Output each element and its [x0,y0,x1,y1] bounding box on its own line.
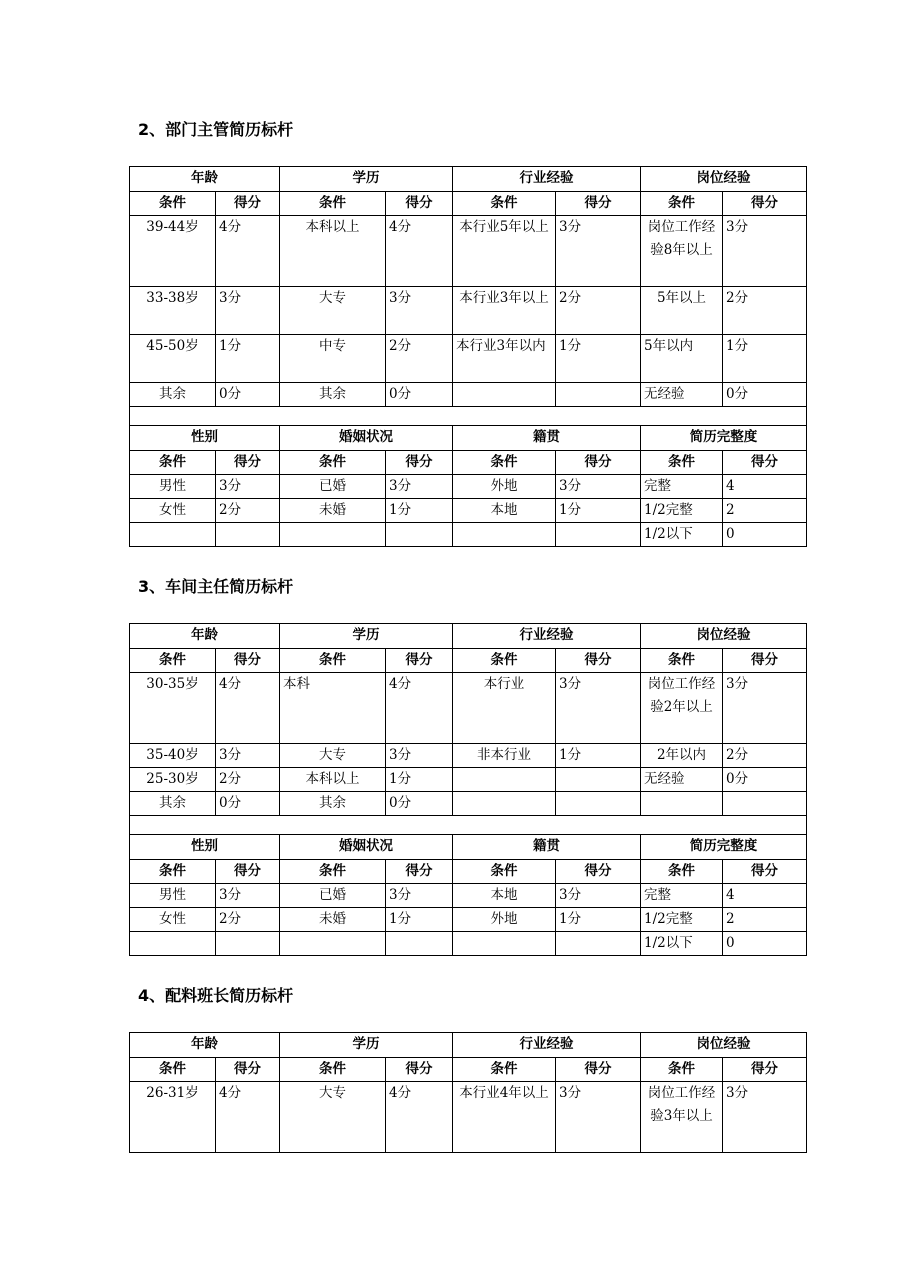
table-cell: 0分 [723,383,807,407]
table-cell: 2分 [216,768,280,792]
table-cell: 其余 [130,383,216,407]
table-cell: 3分 [556,673,641,744]
table-row [130,383,807,407]
table-cell: 1分 [386,908,453,932]
table-cell: 39-44岁 [130,216,216,287]
section-heading: 4、配料班长简历标杆 [138,986,294,1005]
column-header: 得分 [386,192,453,216]
table-cell: 完整 [641,475,723,499]
table-cell: 3分 [386,475,453,499]
column-header: 条件 [280,860,386,884]
table-cell: 3分 [556,884,641,908]
column-header: 得分 [216,192,280,216]
column-header: 得分 [723,451,807,475]
table-cell: 0 [723,523,807,547]
table-cell: 3分 [386,884,453,908]
group-header: 年龄 [130,624,280,649]
table-cell: 4 [723,475,807,499]
table-cell: 2 [723,499,807,523]
table-cell: 3分 [556,1082,641,1153]
table-cell [556,792,641,816]
table-cell: 4分 [216,1082,280,1153]
table-cell: 无经验 [641,383,723,407]
table-row [130,792,807,816]
column-header: 条件 [280,1058,386,1082]
table-cell: 2分 [386,335,453,383]
column-header: 得分 [556,860,641,884]
table-separator [130,407,807,426]
table-cell [386,932,453,956]
group-header: 行业经验 [453,1033,641,1058]
table-cell: 女性 [130,908,216,932]
table-row [130,335,807,383]
table-row [130,768,807,792]
table-cell: 1/2以下 [641,932,723,956]
column-header: 条件 [130,451,216,475]
table-cell: 女性 [130,499,216,523]
column-header: 条件 [453,451,556,475]
table-cell [453,523,556,547]
column-header: 条件 [453,1058,556,1082]
table-cell: 其余 [280,383,386,407]
table-cell: 岗位工作经验2年以上 [641,673,723,744]
table-cell: 大专 [280,744,386,768]
group-header: 籍贯 [453,835,641,860]
column-header: 条件 [280,649,386,673]
table-cell: 外地 [453,475,556,499]
column-header: 得分 [386,451,453,475]
table-cell: 岗位工作经验8年以上 [641,216,723,287]
table-cell: 1分 [556,499,641,523]
table-cell: 本行业3年以内 [453,335,556,383]
table-cell: 2分 [556,287,641,335]
table-cell: 1分 [386,499,453,523]
group-header: 简历完整度 [641,426,807,451]
table-cell: 4分 [386,673,453,744]
group-header: 岗位经验 [641,624,807,649]
column-header: 条件 [641,192,723,216]
table-cell: 男性 [130,475,216,499]
table-cell: 未婚 [280,908,386,932]
table-cell: 无经验 [641,768,723,792]
table-cell: 3分 [723,673,807,744]
table-separator [130,816,807,835]
column-header: 得分 [556,451,641,475]
table-cell: 4分 [386,216,453,287]
column-header: 条件 [453,192,556,216]
column-header: 条件 [453,860,556,884]
column-header: 条件 [641,860,723,884]
table-cell: 3分 [723,216,807,287]
table-cell: 3分 [556,475,641,499]
table-cell: 4分 [386,1082,453,1153]
column-header: 得分 [556,1058,641,1082]
group-header: 性别 [130,426,280,451]
table-cell [641,792,723,816]
table-cell: 未婚 [280,499,386,523]
column-header: 得分 [216,649,280,673]
table-cell: 3分 [386,744,453,768]
table-cell: 本科以上 [280,216,386,287]
column-header: 得分 [216,451,280,475]
table-cell [556,932,641,956]
table-cell [556,523,641,547]
table-row [130,1082,807,1153]
table-cell: 2分 [216,908,280,932]
column-header: 得分 [723,192,807,216]
table-cell: 本科 [280,673,386,744]
table-cell: 外地 [453,908,556,932]
table-row [130,523,807,547]
group-header: 性别 [130,835,280,860]
table-row [130,475,807,499]
table-cell: 4分 [216,216,280,287]
table-cell: 其余 [130,792,216,816]
table-cell: 2分 [723,287,807,335]
table-cell [386,523,453,547]
column-header: 得分 [556,192,641,216]
table-cell: 完整 [641,884,723,908]
table-cell: 中专 [280,335,386,383]
table-cell: 岗位工作经验3年以上 [641,1082,723,1153]
table-cell: 本行业 [453,673,556,744]
table-cell: 45-50岁 [130,335,216,383]
table-cell: 3分 [723,1082,807,1153]
table-cell [723,792,807,816]
table-cell: 1分 [556,335,641,383]
section-heading: 2、部门主管简历标杆 [138,120,294,139]
table-cell: 1分 [386,768,453,792]
table-cell: 26-31岁 [130,1082,216,1153]
table-cell: 33-38岁 [130,287,216,335]
table-cell: 3分 [386,287,453,335]
column-header: 条件 [130,192,216,216]
table-cell: 本地 [453,499,556,523]
group-header: 学历 [280,1033,453,1058]
table-cell: 35-40岁 [130,744,216,768]
column-header: 得分 [723,1058,807,1082]
table-cell: 1分 [556,908,641,932]
table-cell: 3分 [556,216,641,287]
table-cell: 3分 [216,287,280,335]
table-row [130,908,807,932]
table-row [130,287,807,335]
table-cell: 0分 [386,792,453,816]
column-header: 条件 [130,649,216,673]
table-cell [556,383,641,407]
group-header: 籍贯 [453,426,641,451]
column-header: 得分 [216,1058,280,1082]
table-cell: 1/2以下 [641,523,723,547]
table-cell: 男性 [130,884,216,908]
resume-benchmark-table [129,1032,807,1153]
column-header: 得分 [556,649,641,673]
table-cell: 5年以内 [641,335,723,383]
column-header: 条件 [641,1058,723,1082]
group-header: 学历 [280,167,453,192]
table-cell: 大专 [280,287,386,335]
column-header: 得分 [386,1058,453,1082]
table-cell: 本行业5年以上 [453,216,556,287]
table-cell [280,932,386,956]
table-cell [280,523,386,547]
column-header: 得分 [386,649,453,673]
table-cell: 4 [723,884,807,908]
table-cell: 1/2完整 [641,499,723,523]
table-cell: 2年以内 [641,744,723,768]
table-cell [453,383,556,407]
column-header: 条件 [130,1058,216,1082]
column-header: 条件 [641,451,723,475]
table-cell [453,932,556,956]
column-header: 条件 [280,192,386,216]
group-header: 学历 [280,624,453,649]
column-header: 得分 [723,860,807,884]
table-cell: 0分 [216,792,280,816]
table-cell: 0 [723,932,807,956]
table-cell [556,768,641,792]
group-header: 行业经验 [453,167,641,192]
table-cell: 1/2完整 [641,908,723,932]
table-cell: 25-30岁 [130,768,216,792]
table-row [130,216,807,287]
table-cell: 0分 [723,768,807,792]
table-cell: 2分 [723,744,807,768]
column-header: 条件 [130,860,216,884]
table-row [130,884,807,908]
table-cell: 本地 [453,884,556,908]
column-header: 条件 [280,451,386,475]
group-header: 简历完整度 [641,835,807,860]
table-cell: 1分 [556,744,641,768]
table-cell: 0分 [386,383,453,407]
table-cell: 5年以上 [641,287,723,335]
group-header: 岗位经验 [641,167,807,192]
group-header: 年龄 [130,167,280,192]
table-row [130,673,807,744]
table-cell [130,523,216,547]
table-cell: 3分 [216,884,280,908]
group-header: 年龄 [130,1033,280,1058]
table-cell: 2分 [216,499,280,523]
table-cell: 非本行业 [453,744,556,768]
table-cell [216,523,280,547]
resume-benchmark-table [129,166,807,547]
table-cell: 4分 [216,673,280,744]
table-cell: 1分 [723,335,807,383]
table-cell: 2 [723,908,807,932]
column-header: 得分 [386,860,453,884]
group-header: 婚姻状况 [280,835,453,860]
table-cell: 3分 [216,744,280,768]
table-cell [453,792,556,816]
group-header: 婚姻状况 [280,426,453,451]
table-cell: 30-35岁 [130,673,216,744]
column-header: 得分 [723,649,807,673]
table-cell: 本行业4年以上 [453,1082,556,1153]
table-cell: 大专 [280,1082,386,1153]
table-cell [216,932,280,956]
group-header: 岗位经验 [641,1033,807,1058]
table-cell: 1分 [216,335,280,383]
column-header: 条件 [453,649,556,673]
group-header: 行业经验 [453,624,641,649]
table-cell: 0分 [216,383,280,407]
table-cell [130,932,216,956]
table-cell: 其余 [280,792,386,816]
table-cell [453,768,556,792]
table-row [130,744,807,768]
resume-benchmark-table [129,623,807,956]
table-cell: 本科以上 [280,768,386,792]
table-row [130,499,807,523]
table-cell: 本行业3年以上 [453,287,556,335]
table-cell: 3分 [216,475,280,499]
column-header: 得分 [216,860,280,884]
column-header: 条件 [641,649,723,673]
table-cell: 已婚 [280,884,386,908]
section-heading: 3、车间主任简历标杆 [138,577,294,596]
table-row [130,932,807,956]
table-cell: 已婚 [280,475,386,499]
